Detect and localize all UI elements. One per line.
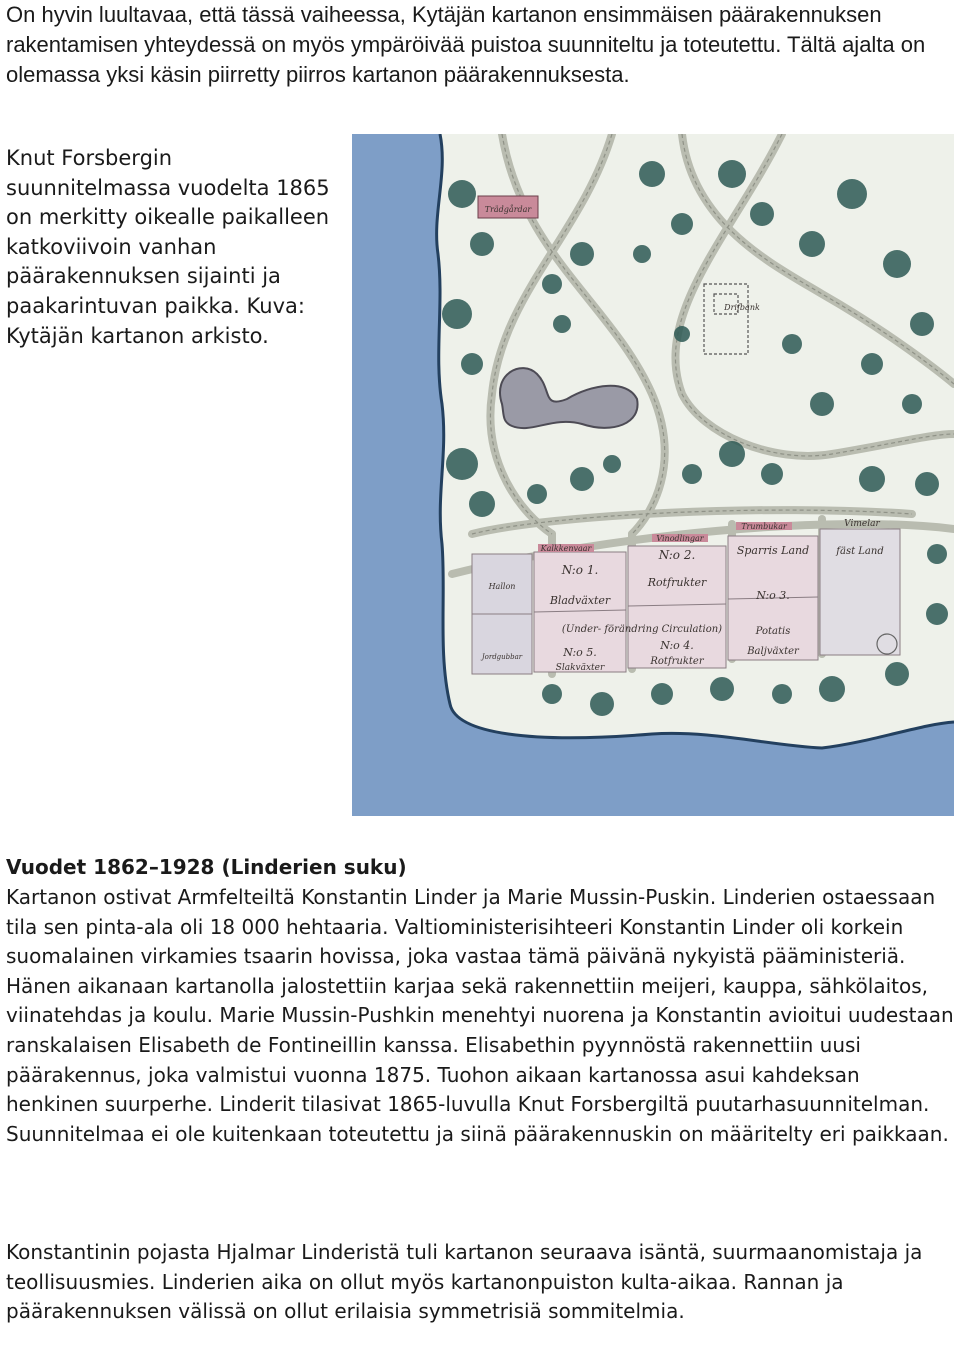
- map-label-vimelar: Vimelar: [844, 519, 880, 529]
- map-label-trumbukar: Trumbukar: [741, 522, 787, 531]
- map-label-jordgubbar: Jordgubbar: [481, 653, 523, 661]
- map-label-hallon: Hallon: [488, 582, 516, 591]
- map-label-no2: N:o 2.: [658, 548, 696, 562]
- intro-paragraph: On hyvin luultavaa, että tässä vaiheessa, Kytäjän kartanon ensimmäisen päärakennuksen rakentamisen yhteydessä on myös ympäröivää puistoa suunniteltu ja toteutettu. Tältä ajalta on olemassa yksi käsin piirretty piirros kartanon päärakennuksesta.: [6, 2, 926, 87]
- map-label-byggnad: Trädgårdar: [484, 205, 532, 214]
- map-label-sparris-land: Sparris Land: [736, 544, 810, 557]
- map-label-frukt-land: fäst Land: [836, 546, 884, 557]
- garden-plan-svg: [352, 134, 954, 816]
- map-label-potatis: Potatis: [755, 626, 791, 637]
- map-label-vinodlingar: Vinodlingar: [656, 534, 704, 543]
- garden-plan-drawing: [352, 134, 954, 816]
- map-label-drivhus: Drifbänk: [724, 303, 760, 312]
- map-label-no5: N:o 5.: [563, 646, 597, 659]
- section-paragraph-1: Kartanon ostivat Armfelteiltä Konstantin Linder ja Marie Mussin-Puskin. Linderien ostaessaan tila sen pinta-ala oli 18 000 hehtaaria. Valtioministerisihteeri Konstantin Linder oli korkein suomalainen virkamies tsaarin hovissa, joka vastaa tämä päivänä nykyistä pääministeriä. Hänen aikanaan kartanolla jalostettiin karjaa sekä rakennettiin meijeri, kauppa, sähkölaitos, viinatehdas ja koulu. Marie Mussin-Pushkin menehtyi nuorena ja Konstantin avioitui uudestaan ranskalaisen Elisabeth de Fontineillin kanssa. Elisabethin pyynnöstä rakennettiin uusi päärakennus, joka valmistui vuonna 1875. Tuohon aikaan kartanossa asui kahdeksan henkinen suurperhe. Linderit tilasivat 1865-luvulla Knut Forsbergiltä puutarhasuunnitelman. Suunnitelmaa ei ole kuitenkaan toteutettu ja siinä päärakennuskin on määritelty eri paikkaan.: [6, 885, 954, 1146]
- map-label-kalkkenvaar: Kalkkenvaar: [540, 544, 592, 553]
- map-label-baljvaxter: Baljväxter: [747, 646, 799, 657]
- map-label-rotfrukter: Rotfrukter: [647, 576, 707, 589]
- section-paragraph-2: Konstantinin pojasta Hjalmar Linderistä tuli kartanon seuraava isäntä, suurmaanomistaja ja teollisuusmies. Linderien aika on ollut myös kartanonpuiston kulta-aikaa. Rannan ja päärakennuksen välissä on ollut erilaisia symmetrisiä sommitelmia.: [6, 1240, 923, 1324]
- map-label-no4: N:o 4.: [660, 639, 694, 652]
- map-label-no1: N:o 1.: [561, 563, 599, 577]
- map-label-rotfrukter2: Rotfrukter: [650, 656, 704, 667]
- figure-caption: Knut Forsbergin suunnitelmassa vuodelta 1865 on merkitty oikealle paikalleen katkoviivoin vanhan päärakennuksen sijainti ja paakarintuvan paikka. Kuva: Kytäjän kartanon arkisto.: [6, 146, 330, 348]
- section-heading: Vuodet 1862–1928 (Linderien suku): [6, 855, 407, 879]
- map-label-no3: N:o 3.: [756, 589, 790, 602]
- map-label-bladvaxter: Bladväxter: [549, 594, 611, 607]
- map-label-cirkulation: (Under- förändring Circulation): [561, 624, 723, 635]
- map-label-slakvaxter: Slakväxter: [555, 663, 605, 673]
